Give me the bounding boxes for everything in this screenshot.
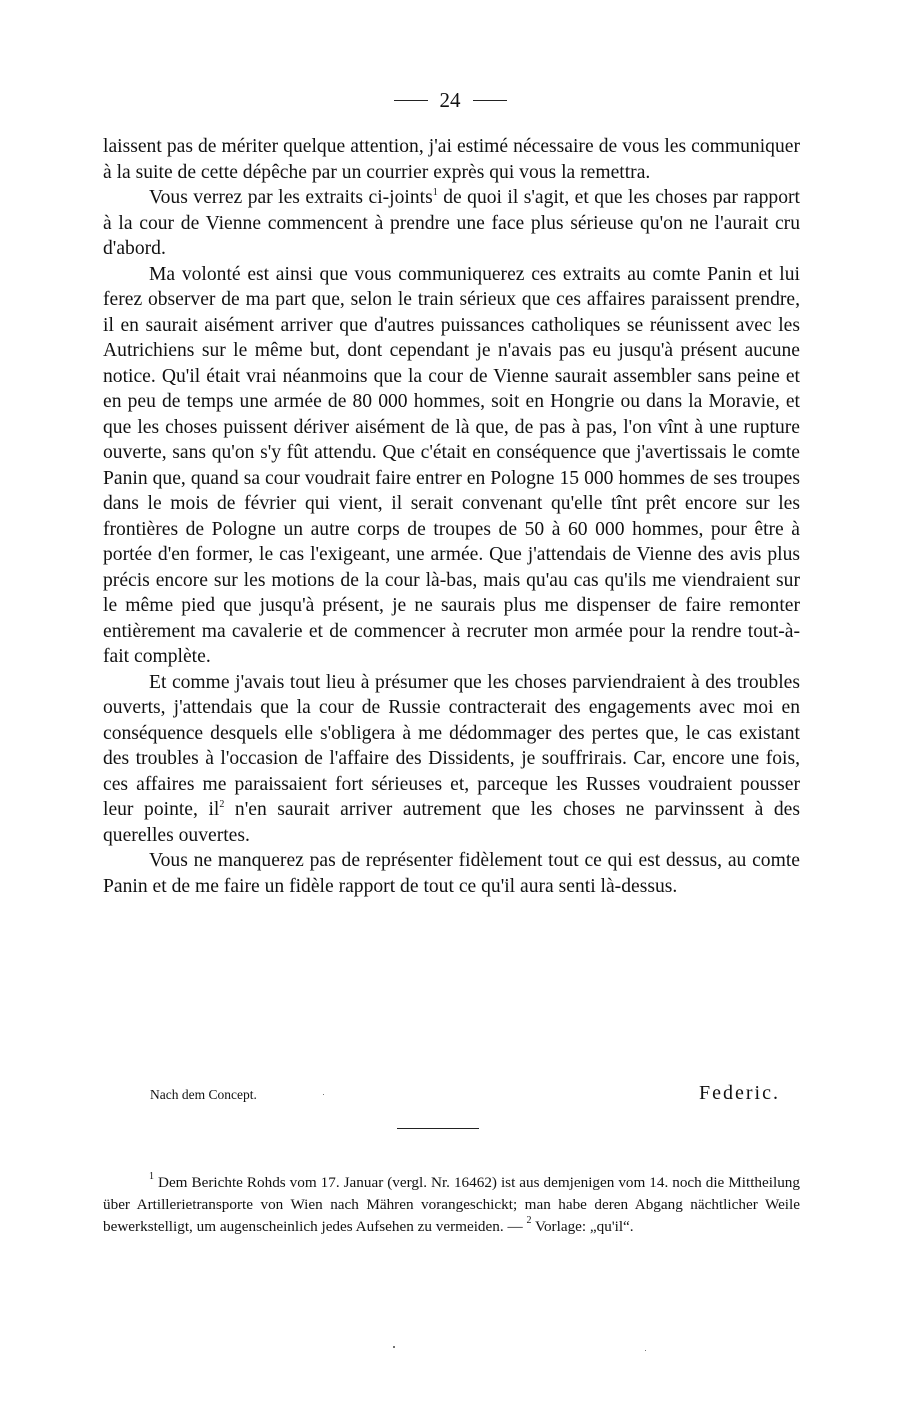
page-header xyxy=(0,88,900,113)
footnote-marker-1: 1 xyxy=(149,1171,154,1182)
page-number: 24 xyxy=(439,88,461,112)
paragraph-4-text-a: Et comme j'avais tout lieu à présumer que les choses parviendraient à des troubles ouverts, j'attendais que la cour de Russie contracterait des engagements avec moi en conséquence desquels elle s'obligera à me dédommager des pertes que, le cas existant des troubles à l'occasion de l'affaire des Dissidents, je souffrirais. Car, encore une fois, ces affaires me paraissaient fort sérieuses et, parceque les Russes voudraient pousser leur pointe, il xyxy=(103,671,800,820)
paragraph-4-text-b: n'en saurait arriver autrement que les choses ne parvinssent à des querelles ouvertes. xyxy=(103,799,800,846)
paragraph-3: Ma volonté est ainsi que vous communiquerez ces extraits au comte Panin et lui ferez observer de ma part que, selon le train sérieux que ces affaires paraissent prendre, il en saurait aisément arriver que d'autres puissances catholiques se réunissent avec les Autrichiens sur le même but, dont cependant je n'avais pas eu jusqu'à présent aucune notice. Qu'il était vrai néanmoins que la cour de Vienne saurait assembler sans peine et en peu de temps une armée de 80 000 hommes, soit en Hongrie ou dans la Moravie, et que les choses puissent dériver aisément de là que, de pas à pas, l'on vînt à une rupture ouverte, sans qu'on s'y fût attendu. Que c'était en conséquence que j'avertissais le comte Panin que, quand sa cour voudrait faire entrer en Pologne 15 000 hommes de ses troupes dans le mois de février qui vient, il serait convenant qu'elle tînt prêt encore sur les frontières de Pologne un autre corps de troupes de 50 à 60 000 hommes, pour être à portée d'en former, le cas l'exigeant, une armée. Que j'attendais de Vienne des avis plus précis encore sur les motions de la cour là-bas, mais qu'au cas qu'ils me viendraient sur le même pied que jusqu'à présent, je ne saurais plus me dispenser de faire remonter entièrement ma cavalerie et de commencer à recruter mon armée pour la rendre tout-à-fait complète. xyxy=(103,263,800,667)
footnote-marker-2: 2 xyxy=(526,1215,532,1226)
paragraph-4 xyxy=(103,670,800,849)
scan-speck xyxy=(645,1350,646,1351)
footnote-ref-2: 2 xyxy=(219,799,225,810)
footnote-2-text: Vorlage: „qu'il“. xyxy=(531,1218,634,1235)
header-rule-left xyxy=(394,100,428,101)
scan-speck xyxy=(323,1094,324,1095)
footnote-ref-1: 1 xyxy=(432,187,438,198)
footnote-separator xyxy=(397,1128,479,1129)
footnote-1-text: Dem Berichte Rohds vom 17. Januar (vergl. Nr. 16462) ist aus demjenigen vom 14. noch die Mittheilung über Artillerietransporte von Wien nach Mähren vorangeschickt; man habe deren Abgang nächtlicher Weile bewerkstelligt, um augenscheinlich jedes Aufsehen zu vermeiden. — xyxy=(103,1174,800,1235)
closing-line xyxy=(150,1082,780,1105)
paragraph-2-text-a: Vous verrez par les extraits ci-joints xyxy=(149,187,433,208)
paragraph-1: laissent pas de mériter quelque attention, j'ai estimé nécessaire de vous les communiquer à la suite de cette dépêche par un courrier exprès qui vous la remettra. xyxy=(103,136,800,183)
source-note: Nach dem Concept. xyxy=(150,1087,257,1102)
footnotes xyxy=(103,1172,800,1238)
letter-body xyxy=(103,134,800,899)
paragraph-5: Vous ne manquerez pas de représenter fidèlement tout ce qui est dessus, au comte Panin et de me faire un fidèle rapport de tout ce qu'il aura senti là-dessus. xyxy=(103,850,800,897)
paragraph-2 xyxy=(103,185,800,262)
header-rule-right xyxy=(473,100,507,101)
scan-speck xyxy=(393,1346,395,1348)
signature: Federic. xyxy=(699,1082,780,1104)
footnote-1 xyxy=(103,1172,800,1238)
paragraph-2-text-b: de quoi il s'agit, et que les choses par rapport à la cour de Vienne commencent à prendre une face plus sérieuse qu'on ne l'aurait cru d'abord. xyxy=(103,187,800,259)
